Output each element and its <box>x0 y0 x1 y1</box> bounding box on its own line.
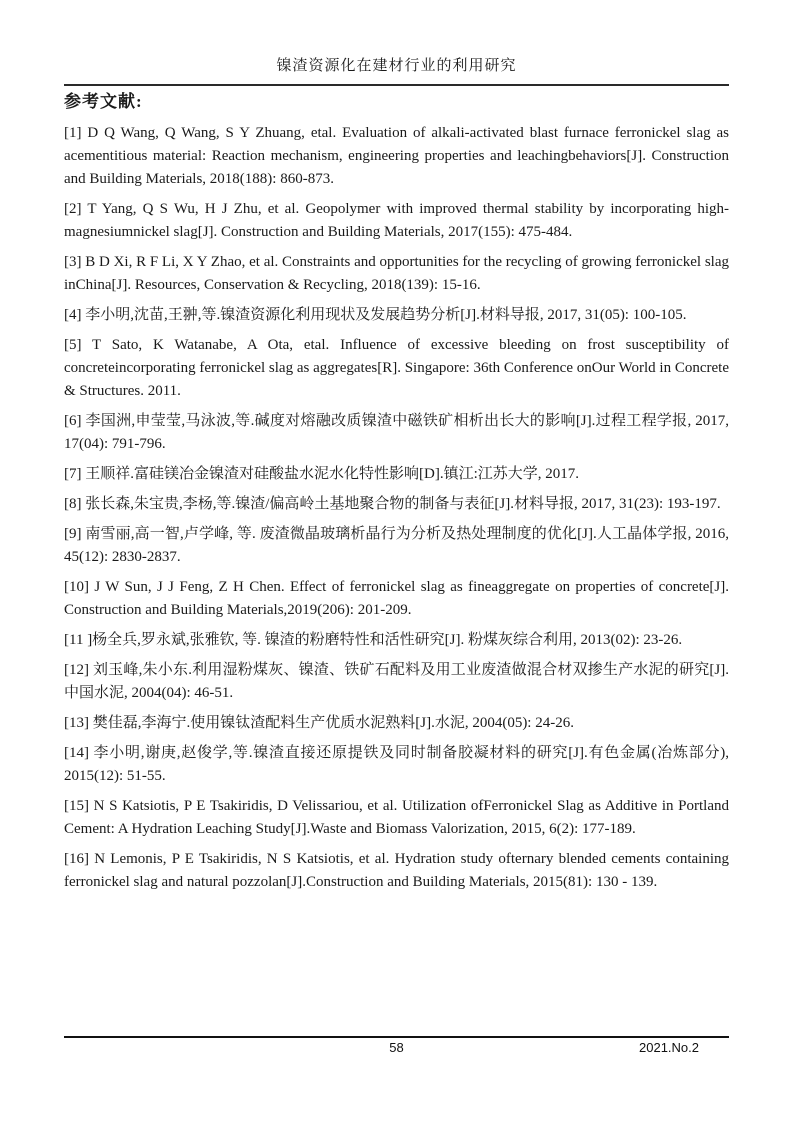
reference-item: [4] 李小明,沈苗,王翀,等.镍渣资源化利用现状及发展趋势分析[J].材料导报, 2017, 31(05): 100-105. <box>64 307 687 323</box>
footer-row <box>64 1038 729 1055</box>
reference-item: [11 ]杨全兵,罗永斌,张雅钦, 等. 镍渣的粉磨特性和活性研究[J]. 粉煤灰综合利用, 2013(02): 23-26. <box>64 632 683 648</box>
issue-label: 2021.No.2 <box>639 1040 699 1055</box>
reference-item: [9] 南雪丽,高一智,卢学峰, 等. 废渣微晶玻璃析晶行为分析及热处理制度的优化[J].人工晶体学报, 2016, 45(12): 2830-2837. <box>64 526 729 565</box>
reference-item: [15] N S Katsiotis, P E Tsakiridis, D Velissariou, et al. Utilization ofFerronickel Slag as Additive in Portland Cement: A Hydration Leaching Study[J].Waste and Biomass Valorization, 2015, 6(2): 177-189. <box>64 798 729 837</box>
reference-item: [14] 李小明,谢庚,赵俊学,等.镍渣直接还原提铁及同时制备胶凝材料的研究[J].有色金属(冶炼部分), 2015(12): 51-55. <box>64 745 729 784</box>
running-head-title: 镍渣资源化在建材行业的利用研究 <box>276 58 517 74</box>
reference-list <box>64 122 729 894</box>
page-header <box>64 56 729 86</box>
reference-item: [12] 刘玉峰,朱小东.利用湿粉煤灰、镍渣、铁矿石配料及用工业废渣做混合材双掺生产水泥的研究[J].中国水泥, 2004(04): 46-51. <box>64 662 729 701</box>
section-title: 参考文献: <box>64 92 143 111</box>
reference-item: [8] 张长森,朱宝贵,李杨,等.镍渣/偏高岭土基地聚合物的制备与表征[J].材料导报, 2017, 31(23): 193-197. <box>64 496 721 512</box>
reference-item: [7] 王顺祥.富硅镁冶金镍渣对硅酸盐水泥水化特性影响[D].镇江:江苏大学, 2017. <box>64 466 579 482</box>
reference-item: [5] T Sato, K Watanabe, A Ota, etal. Influence of excessive bleeding on frost susceptibility of concreteincorporating ferronickel slag as aggregates[R]. Singapore: 36th Conference onOur World in Concrete & Structures. 2011. <box>64 337 729 399</box>
reference-item: [3] B D Xi, R F Li, X Y Zhao, et al. Constraints and opportunities for the recycling of growing ferronickel slag inChina[J]. Resources, Conservation & Recycling, 2018(139): 15-16. <box>64 254 729 293</box>
reference-item: [16] N Lemonis, P E Tsakiridis, N S Katsiotis, et al. Hydration study ofternary blended cements containing ferronickel slag and natural pozzolan[J].Construction and Building Materials, 2015(81): 130 - 139. <box>64 851 729 890</box>
header-divider <box>64 84 729 86</box>
reference-item: [10] J W Sun, J J Feng, Z H Chen. Effect of ferronickel slag as fineaggregate on properties of concrete[J]. Construction and Building Materials,2019(206): 201-209. <box>64 579 729 618</box>
reference-item: [6] 李国洲,申莹莹,马泳波,等.碱度对熔融改质镍渣中磁铁矿相析出长大的影响[J].过程工程学报, 2017, 17(04): 791-796. <box>64 413 729 452</box>
reference-item: [2] T Yang, Q S Wu, H J Zhu, et al. Geopolymer with improved thermal stability by incorporating high-magnesiumnickel slag[J]. Construction and Building Materials, 2017(155): 475-484. <box>64 201 729 240</box>
page-number: 58 <box>389 1040 404 1055</box>
reference-item: [13] 樊佳磊,李海宁.使用镍钛渣配料生产优质水泥熟料[J].水泥, 2004(05): 24-26. <box>64 715 574 731</box>
reference-item: [1] D Q Wang, Q Wang, S Y Zhuang, etal. Evaluation of alkali-activated blast furnace ferronickel slag as acementitious material: Reaction mechanism, engineering properties and leachingbehaviors[J]. Construction and Building Materials, 2018(188): 860-873. <box>64 125 729 187</box>
page-footer <box>64 1036 729 1055</box>
